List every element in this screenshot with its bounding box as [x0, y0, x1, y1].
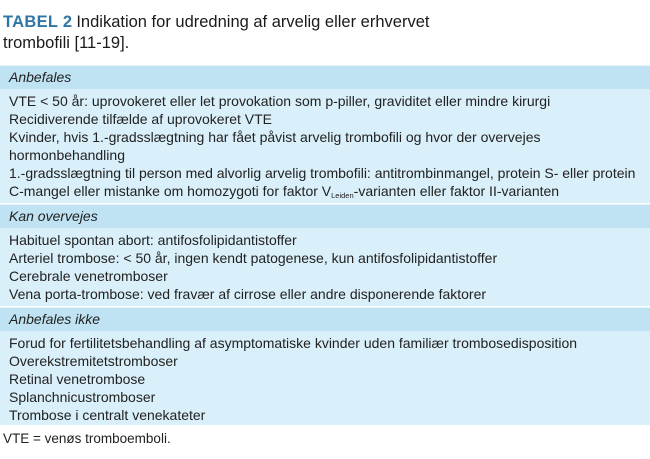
section-header-kan-overvejes	[0, 204, 650, 228]
table-row: 1.-gradsslægtning til person med alvorlig arvelig trombofili: antitrombinmangel, protein S- eller protein	[9, 165, 636, 181]
table-row	[9, 182, 641, 205]
table-caption	[3, 12, 643, 54]
table-row: Cerebrale venetromboser	[9, 268, 168, 284]
table-row: hormonbehandling	[9, 147, 125, 163]
section-body-anbefales	[0, 89, 650, 203]
caption-title-line2: trombofili [11-19].	[3, 34, 130, 52]
table-row: Trombose i centralt venekateter	[9, 407, 206, 423]
row-text: -varianten eller faktor II-varianten	[353, 183, 560, 199]
section-heading: Kan overvejes	[9, 208, 98, 224]
section-header-anbefales-ikke	[0, 307, 650, 331]
table-row: Overekstremitetstromboser	[9, 353, 178, 369]
caption-title-line1: Indikation for udredning af arvelig eller erhvervet	[76, 13, 430, 31]
table-row: Habituel spontan abort: antifosfolipidantistoffer	[9, 232, 297, 248]
table-row: Splanchnicustromboser	[9, 389, 156, 405]
section-heading: Anbefales ikke	[9, 311, 101, 327]
table-row: Forud for fertilitetsbehandling af asymptomatiske kvinder uden familiær trombosedisposition	[9, 335, 578, 351]
table-row: Vena porta-trombose: ved fravær af cirrose eller andre disponerende faktorer	[9, 286, 487, 302]
table-row: Kvinder, hvis 1.-gradsslægtning har fået påvist arvelig trombofili og hvor der overvejes	[9, 129, 541, 145]
table-row: Recidiverende tilfælde af uprovokeret VTE	[9, 111, 273, 127]
table-row: Arteriel trombose: < 50 år, ingen kendt patogenese, kun antifosfolipidantistoffer	[9, 250, 498, 266]
table-row: VTE < 50 år: uprovokeret eller let provokation som p-piller, graviditet eller mindre kirurgi	[9, 93, 551, 109]
table-row: Retinal venetrombose	[9, 371, 146, 387]
section-heading: Anbefales	[9, 69, 72, 85]
table-footnote: VTE = venøs tromboemboli.	[3, 431, 171, 446]
subscript-leiden: Leiden	[331, 191, 354, 200]
row-text: C-mangel eller mistanke om homozygoti for faktor V	[9, 183, 332, 199]
section-header-anbefales	[0, 65, 650, 89]
indication-table	[0, 65, 650, 425]
section-body-kan-overvejes	[0, 228, 650, 306]
table-label: TABEL 2	[3, 13, 73, 31]
section-body-anbefales-ikke	[0, 331, 650, 425]
